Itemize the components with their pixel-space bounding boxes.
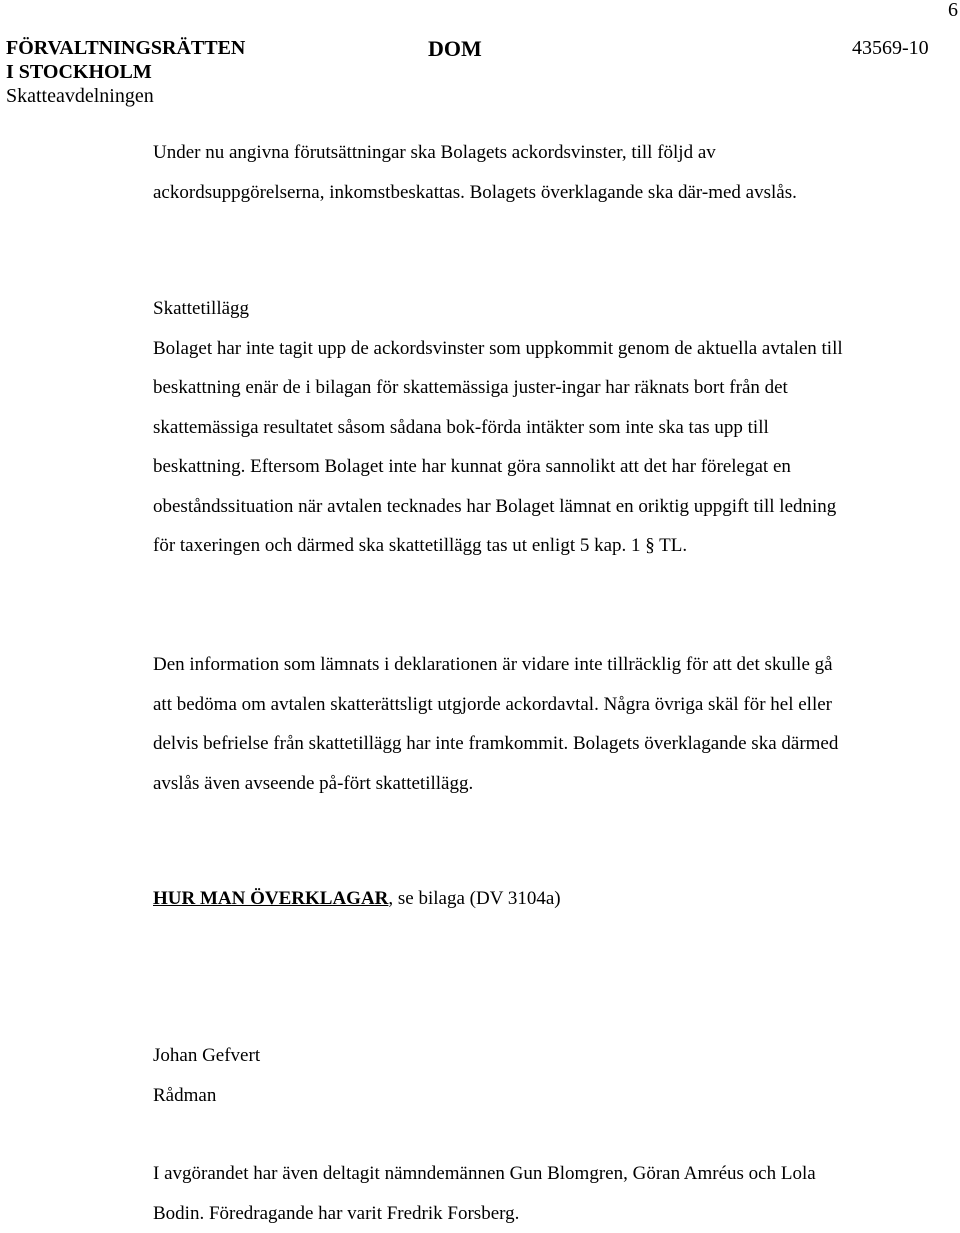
paragraph-text: Den information som lämnats i deklarationen är vidare inte tillräcklig för att det skulle gå att bedöma om avtalen skatterättsligt utgjorde ackordavtal. Några övriga skäl för hel eller delvis befrielse från skattetillägg har inte framkommit. Bolagets överklagande ska därmed avslås även avseende på-fört skattetillägg. [153, 654, 839, 794]
court-department: Skatteavdelningen [6, 85, 154, 107]
appeal-instructions [153, 879, 843, 919]
paragraph-conclusion [153, 133, 843, 212]
appeal-heading: HUR MAN ÖVERKLAGAR [153, 888, 389, 909]
paragraph-text: Bolaget har inte tagit upp de ackordsvinster som uppkommit genom de aktuella avtalen till beskattning enär de i bilagan för skattemässiga juster-ingar har räknats bort från det skattemässiga resultatet såsom sådana bok-förda intäkter som inte ska tas upp till beskattning. Eftersom Bolaget inte har kunnat göra sannolikt att det har förelegat en obeståndssituation när avtalen tecknades har Bolaget lämnat en oriktig uppgift till ledning för taxeringen och därmed ska skattetillägg tas ut enligt 5 kap. 1 § TL. [153, 337, 843, 556]
paragraph-information [153, 645, 843, 803]
paragraph-text: I avgörandet har även deltagit nämndemännen Gun Blomgren, Göran Amréus och Lola Bodin. Föredragande har varit Fredrik Forsberg. [153, 1163, 816, 1224]
signature-block [153, 1036, 843, 1115]
appeal-reference: , se bilaga (DV 3104a) [388, 888, 561, 909]
case-number: 43569-10 [852, 37, 929, 59]
appeal-line [153, 879, 843, 919]
document-type: DOM [428, 36, 482, 61]
section-tax-surcharge [153, 289, 843, 566]
court-name-line1: FÖRVALTNINGSRÄTTEN [6, 37, 246, 59]
signatory-name: Johan Gefvert [153, 1045, 261, 1066]
court-header [6, 36, 245, 108]
court-name-line2: I STOCKHOLM [6, 61, 152, 83]
section-heading: Skattetillägg [153, 298, 250, 319]
paragraph-text: Under nu angivna förutsättningar ska Bolagets ackordsvinster, till följd av ackordsuppgörelserna, inkomstbeskattas. Bolagets överklagande ska där-med avslås. [153, 142, 797, 203]
page-number: 6 [948, 0, 958, 21]
signatory-title: Rådman [153, 1084, 217, 1106]
closing-paragraph [153, 1154, 843, 1233]
